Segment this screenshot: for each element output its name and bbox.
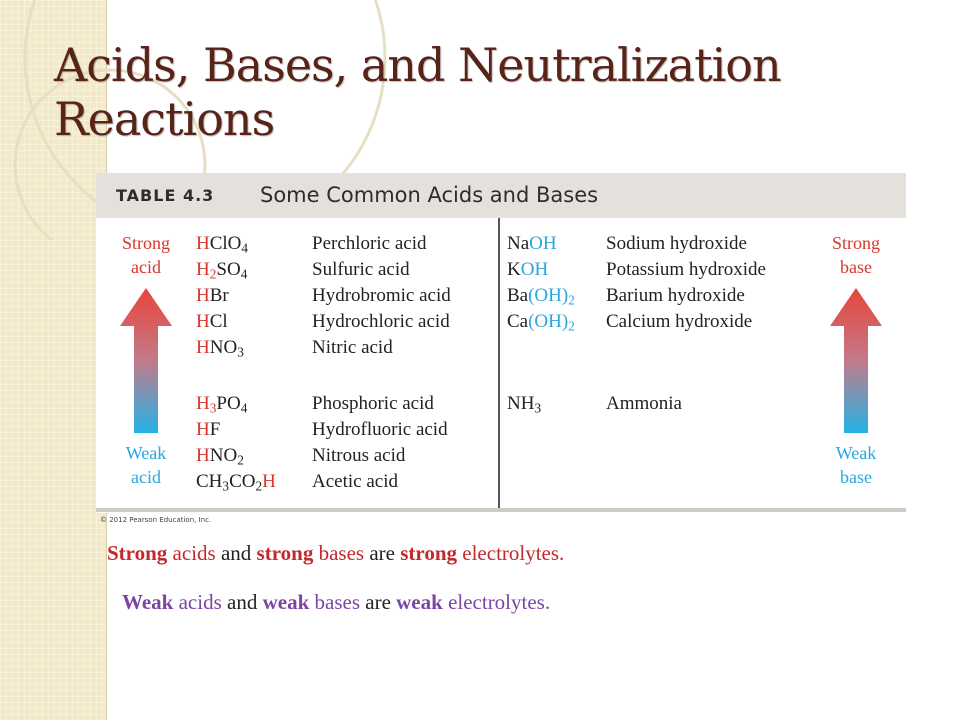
table-header [96,173,906,218]
base-name: Barium hydroxide [606,285,745,306]
strong-base-label: Strong base [831,233,880,277]
formula-hno2: $HNO_2$ [196,445,244,468]
base-name: Ammonia [606,393,682,414]
formula-caoh2: $Ca(OH)_2$ [507,311,575,334]
strong-electrolytes-statement: Strong acids and strong bases are strong electrolytes. [107,541,565,565]
acid-name: Nitrous acid [312,445,406,466]
copyright-notice: © 2012 Pearson Education, Inc. [100,516,212,524]
weak-base-label: Weak base [835,443,877,487]
base-name: Calcium hydroxide [606,311,753,332]
acids-bases-table [96,173,906,513]
slide-title-line2: Reactions [54,92,275,146]
slide-title-line1: Acids, Bases, and Neutralization [54,38,781,92]
formula-baoh2: $Ba(OH)_2$ [507,285,575,308]
strong-acid-label: Strong acid [121,233,170,277]
table-title: Some Common Acids and Bases [260,183,599,207]
table-number: TABLE 4.3 [116,186,215,205]
formula-koh: KOH [507,259,549,280]
formula-ch3co2h: $CH_3CO_2H$ [196,471,276,494]
base-name: Potassium hydroxide [606,259,766,280]
formula-hf: HF [196,419,221,440]
acid-name: Sulfuric acid [312,259,410,280]
formula-hcl: HCl [196,311,228,332]
acid-name: Phosphoric acid [312,393,434,414]
acid-name: Nitric acid [312,337,393,358]
table-bottom-border [96,508,906,512]
slide-title [54,38,934,146]
base-strength-arrow-icon [830,288,882,433]
weak-acid-label: Weak acid [125,443,167,487]
formula-hno3: $HNO_3$ [196,337,244,360]
acid-strength-arrow-icon [120,288,172,433]
formula-h2so4: $H_2SO_4$ [196,259,248,282]
formula-hclo4: HClO$_4$ [196,233,249,256]
formula-nh3: $NH_3$ [507,393,542,416]
acid-name: Hydrofluoric acid [312,419,448,440]
formula-hbr: HBr [196,285,229,306]
base-name: Sodium hydroxide [606,233,747,254]
formula-naoh: NaOH [507,233,557,254]
column-divider [498,218,500,508]
acid-name: Perchloric acid [312,233,427,254]
acid-name: Hydrochloric acid [312,311,450,332]
formula-h3po4: $H_3PO_4$ [196,393,248,416]
acid-name: Hydrobromic acid [312,285,451,306]
weak-electrolytes-statement: Weak acids and weak bases are weak electrolytes. [122,590,551,614]
acid-name: Acetic acid [312,471,398,492]
